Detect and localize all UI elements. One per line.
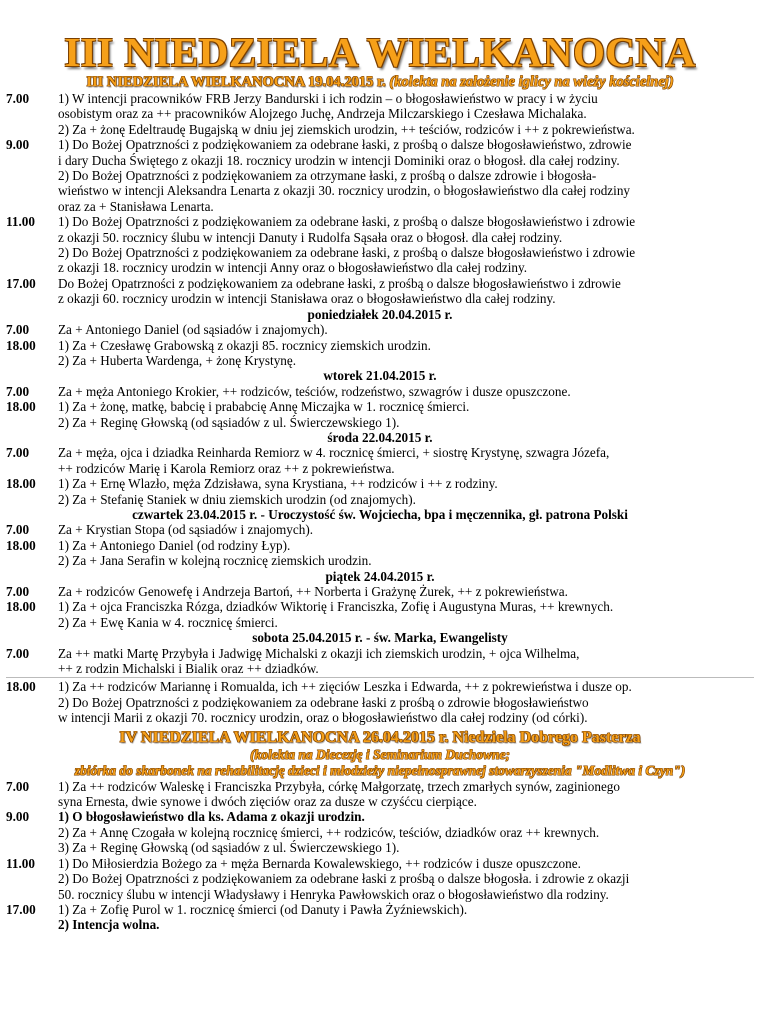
mass-intentions	[58, 399, 754, 430]
mass-entry	[6, 384, 754, 399]
mass-intentions	[58, 902, 754, 933]
mass-intentions	[58, 322, 754, 337]
intention-line: 2) Do Bożej Opatrzności z podziękowaniem za odebrane łaski, z prośbą o dalsze błogosławieństwo i zdrowie	[58, 245, 636, 261]
mass-intentions	[58, 856, 754, 902]
sunday-1-collection-note: (kolekta na założenie iglicy na wieży kościelnej)	[389, 74, 674, 90]
mass-intentions	[58, 779, 754, 810]
intention-line: 2) Za + Ewę Kania w 4. rocznicę śmierci.	[58, 614, 278, 630]
mass-entry	[6, 322, 754, 337]
day-masses	[6, 322, 754, 368]
intention-line: 1) Za ++ rodziców Mariannę i Romualda, ich ++ zięciów Leszka i Edwarda, ++ z pokrewieństwa i dusze op.	[58, 679, 632, 695]
intention-line: z okazji 50. rocznicy ślubu w intencji Danuty i Rudolfa Sąsała oraz o błogosł. dla całej rodziny.	[58, 229, 563, 245]
sunday-2-heading: IV NIEDZIELA WIELKANOCNA 26.04.2015 r. Niedziela Dobrego Pasterza	[119, 728, 641, 746]
mass-entry	[6, 856, 754, 902]
mass-time: 7.00	[6, 322, 30, 338]
intention-line: z okazji 60. rocznicy urodzin w intencji Stanisława oraz o błogosławieństwo dla całej rodziny.	[58, 291, 556, 307]
mass-entry	[6, 338, 754, 369]
mass-time: 9.00	[6, 137, 30, 153]
mass-intentions	[58, 338, 754, 369]
sunday-2-note-1: (kolekta na Diecezję i Seminarium Duchowne;	[250, 746, 510, 762]
mass-entry	[6, 476, 754, 507]
sunday-1-heading: III NIEDZIELA WIELKANOCNA 19.04.2015 r.	[86, 74, 386, 90]
mass-intentions	[58, 214, 754, 276]
mass-entry	[6, 809, 754, 855]
day-masses	[6, 646, 754, 726]
intention-line: 3) Za + Reginę Głowską (od sąsiadów z ul. Świerczewskiego 1).	[58, 840, 400, 856]
intention-line: 2) Za + Reginę Głowską (od sąsiadów z ul. Świerczewskiego 1).	[58, 414, 400, 430]
day-masses	[6, 522, 754, 568]
intention-line: Do Bożej Opatrzności z podziękowaniem za odebrane łaski, z prośbą o dalsze błogosławieństwo i zdrowie	[58, 275, 621, 291]
intention-line: 50. rocznicy ślubu w intencji Władysławy i Henryka Pawłowskich oraz o błogosławieństwo dla rodziny.	[58, 886, 609, 902]
mass-entry	[6, 646, 754, 677]
sunday-2-masses	[6, 779, 754, 933]
mass-time: 7.00	[6, 584, 30, 599]
mass-intentions	[58, 384, 754, 399]
mass-intentions	[58, 137, 754, 214]
mass-entry	[6, 679, 754, 725]
mass-time: 17.00	[6, 275, 36, 291]
intention-line: w intencji Marii z okazji 70. rocznicy urodzin, oraz o błogosławieństwo dla całej rodziny (od córki).	[58, 710, 588, 726]
mass-entry	[6, 137, 754, 214]
day-masses	[6, 584, 754, 630]
mass-time: 7.00	[6, 778, 30, 794]
mass-intentions	[58, 91, 754, 137]
mass-entry	[6, 214, 754, 276]
mass-intentions	[58, 809, 754, 855]
intention-line: 2) Za + Stefanię Staniek w dniu ziemskich urodzin (od znajomych).	[58, 491, 416, 507]
intention-line: 1) Za + Zofię Purol w 1. rocznicę śmierci (od Danuty i Pawła Żyźniewskich).	[58, 901, 468, 917]
mass-time: 18.00	[6, 679, 36, 695]
mass-intentions	[58, 599, 754, 630]
mass-intentions	[58, 646, 754, 677]
intention-line: 1) W intencji pracowników FRB Jerzy Bandurski i ich rodzin – o błogosławieństwo w pracy i w życiu	[58, 91, 598, 106]
mass-intentions	[58, 276, 754, 307]
day-heading: poniedziałek 20.04.2015 r.	[307, 306, 453, 322]
mass-time: 18.00	[6, 476, 36, 492]
sunday-2-note-2: zbiórka do skarbonek na rehabilitację dzieci i młodzieży niepełnosprawnej stowarzyszenia "Modlitwa i Czyn")	[74, 762, 686, 778]
intention-line: i dary Ducha Świętego z okazji 18. rocznicy urodzin w intencji Dominiki oraz o błogosł. dla całej rodziny.	[58, 152, 620, 168]
mass-entry	[6, 902, 754, 933]
sunday-1-heading-row	[6, 74, 754, 91]
mass-time: 18.00	[6, 599, 36, 615]
mass-time: 18.00	[6, 337, 36, 353]
mass-intentions	[58, 445, 754, 476]
mass-intentions	[58, 476, 754, 507]
intention-line: 2) Za + Annę Czogała w kolejną rocznicę śmierci, ++ rodziców, teściów, dziadków oraz ++ krewnych.	[58, 824, 600, 840]
intention-line: 2) Za + żonę Edeltraudę Bugajską w dniu jej ziemskich urodzin, ++ teściów, rodziców i ++ z pokrewieństwa.	[58, 121, 635, 137]
mass-intentions	[58, 538, 754, 569]
intention-line: Za + rodziców Genowefę i Andrzeja Bartoń, ++ Norberta i Grażynę Żurek, ++ z pokrewieństwa.	[58, 584, 568, 599]
mass-entry	[6, 91, 754, 137]
intention-line: Za + męża Antoniego Krokier, ++ rodziców, teściów, rodzeństwo, szwagrów i dusze opuszczone.	[58, 383, 571, 399]
intention-line: 1) Za ++ rodziców Waleskę i Franciszka Przybyła, córkę Małgorzatę, trzech zmarłych synów, zaginionego	[58, 778, 620, 794]
mass-intentions	[58, 522, 754, 537]
mass-entry	[6, 445, 754, 476]
mass-entry	[6, 276, 754, 307]
intention-line: 1) Do Bożej Opatrzności z podziękowaniem za odebrane łaski, z prośbą o dalsze błogosławieństwo i zdrowie	[58, 214, 636, 230]
intention-line: 1) Za + Ernę Wlazło, męża Zdzisława, syna Krystiana, ++ rodziców i ++ z rodziny.	[58, 476, 498, 492]
day-masses	[6, 445, 754, 507]
intention-line: 2) Do Bożej Opatrzności z podziękowaniem za odebrane łaski z prośbą o zdrowie błogosławieństwo	[58, 694, 589, 710]
intention-line: wieństwo w intencji Aleksandra Lenarta z okazji 30. rocznicy urodzin, o błogosławieństwo dla całej rodziny	[58, 183, 631, 199]
mass-entry	[6, 538, 754, 569]
intention-line: z okazji 18. rocznicy urodzin w intencji Anny oraz o błogosławieństwo dla całej rodziny.	[58, 260, 527, 276]
intention-line: 1) Za + ojca Franciszka Rózga, dziadków Wiktorię i Franciszka, Zofię i Augustyna Muras, ++ krewnych.	[58, 599, 614, 615]
intention-line: 1) O błogosławieństwo dla ks. Adama z okazji urodzin.	[58, 809, 365, 825]
intention-line: osobistym oraz za ++ pracowników Alojzego Juchę, Andrzeja Milczarskiego i Czesława Michalaka.	[58, 106, 587, 122]
intention-line: 2) Intencja wolna.	[58, 917, 160, 933]
intention-line: ++ z rodzin Michalski i Bialik oraz ++ dziadków.	[58, 661, 319, 677]
mass-time: 7.00	[6, 91, 30, 106]
page-title: III NIEDZIELA WIELKANOCNA	[64, 29, 696, 75]
mass-time: 7.00	[6, 522, 30, 538]
intention-line: 2) Za + Jana Serafin w kolejną rocznicę ziemskich urodzin.	[58, 553, 372, 569]
intention-line: Za + męża, ojca i dziadka Reinharda Remiorz w 4. rocznicę śmierci, + siostrę Krystynę, szwagra Józefa,	[58, 445, 610, 461]
mass-time: 11.00	[6, 214, 35, 230]
day-heading: środa 22.04.2015 r.	[327, 429, 433, 445]
divider-line	[6, 677, 754, 678]
sunday-2-heading-row	[6, 728, 754, 747]
day-masses	[6, 384, 754, 430]
mass-time: 7.00	[6, 645, 30, 661]
intention-line: 1) Za + Czesławę Grabowską z okazji 85. rocznicy ziemskich urodzin.	[58, 337, 431, 353]
mass-time: 18.00	[6, 537, 36, 553]
weekday-schedule	[6, 307, 754, 726]
mass-time: 17.00	[6, 901, 36, 917]
intention-line: 1) Za + Antoniego Daniel (od rodziny Łyp).	[58, 537, 291, 553]
intention-line: 1) Do Miłosierdzia Bożego za + męża Bernarda Kowalewskiego, ++ rodziców i dusze opuszczone.	[58, 855, 581, 871]
sunday-1-masses	[6, 91, 754, 307]
intention-line: 1) Za + żonę, matkę, babcię i prababcię Annę Miczajka w 1. rocznicę śmierci.	[58, 399, 470, 415]
intention-line: oraz za + Stanisława Lenarta.	[58, 198, 214, 214]
day-heading: piątek 24.04.2015 r.	[325, 568, 435, 584]
mass-entry	[6, 779, 754, 810]
intentions-page	[0, 30, 768, 1024]
mass-time: 9.00	[6, 809, 30, 825]
mass-entry	[6, 599, 754, 630]
mass-time: 7.00	[6, 383, 30, 399]
intention-line: 2) Do Bożej Opatrzności z podziękowaniem za otrzymane łaski, z prośbą o dalsze zdrowie i błogosła-	[58, 168, 597, 184]
intention-line: Za + Antoniego Daniel (od sąsiadów i znajomych).	[58, 322, 328, 338]
intention-line: ++ rodziców Marię i Karola Remiorz oraz ++ z pokrewieństwa.	[58, 460, 395, 476]
intention-line: syna Ernesta, dwie synowe i dwóch zięciów oraz za dusze w czyśćcu cierpiące.	[58, 794, 477, 810]
mass-intentions	[58, 584, 754, 599]
intention-line: Za ++ matki Martę Przybyła i Jadwigę Michalski z okazji ich ziemskich urodzin, + ojca Wilhelma,	[58, 645, 580, 661]
mass-entry	[6, 399, 754, 430]
mass-time: 18.00	[6, 399, 36, 415]
mass-time: 11.00	[6, 855, 35, 871]
intention-line: 2) Za + Huberta Wardenga, + żonę Krystynę.	[58, 352, 297, 368]
mass-intentions	[58, 679, 754, 725]
day-heading: sobota 25.04.2015 r. - św. Marka, Ewangelisty	[252, 630, 508, 646]
intention-line: Za + Krystian Stopa (od sąsiadów i znajomych).	[58, 522, 314, 538]
mass-time: 7.00	[6, 445, 30, 461]
intention-line: 1) Do Bożej Opatrzności z podziękowaniem za odebrane łaski, z prośbą o dalsze błogosławieństwo, zdrowie	[58, 137, 632, 153]
intention-line: 2) Do Bożej Opatrzności z podziękowaniem za odebrane łaski z prośbą o dalsze błogosła. i zdrowie z okazji	[58, 871, 630, 887]
day-heading: wtorek 21.04.2015 r.	[323, 368, 437, 384]
mass-entry	[6, 584, 754, 599]
day-heading: czwartek 23.04.2015 r. - Uroczystość św. Wojciecha, bpa i męczennika, gł. patrona Polski	[132, 506, 628, 522]
mass-entry	[6, 522, 754, 537]
